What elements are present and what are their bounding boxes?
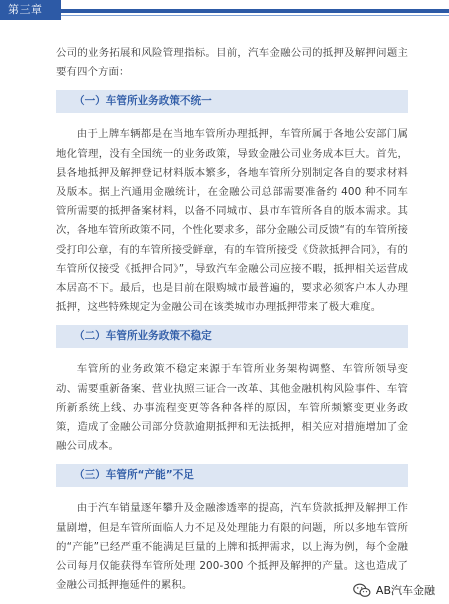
chapter-rule <box>61 9 449 13</box>
section-heading-3: （三）车管所“产能”不足 <box>56 464 408 487</box>
section-heading-2: （二）车管所业务政策不稳定 <box>56 325 408 348</box>
chapter-tab <box>0 0 61 20</box>
wechat-watermark <box>349 580 439 600</box>
chapter-rule-thin <box>61 15 449 16</box>
document-body <box>56 44 408 595</box>
section-heading-1: （一）车管所业务政策不统一 <box>56 90 408 113</box>
section-1-paragraph: 由于上牌车辆都是在当地车管所办理抵押，车管所属于各地公安部门属地化管理，没有全国统一的业务政策，导致金融公司业务成本巨大。首先，县各地抵押及解押登记材料版本繁多，各地车管所分别制定各自的要求材料及版本。据上汽通用金融统计，在金融公司总部需要准备约 400 种不同车管所需要的抵押备案材料，以备不同城市、县市车管所各自的版本需求。其次，各地车管所政策不同，个性化要求多，部分金融公司反馈“有的车管所接受打印公章，有的车管所接受鲜章，有的车管所接受《贷款抵押合同》，有的车管所仅接受《抵押合同》”，导致汽车金融公司应接不暇，抵押相关运营成本居高不下。最后，也是目前在限购城市最普遍的，要求必须客户本人办理抵押，这些特殊规定为金融公司在该类城市办理抵押带来了极大难度。 <box>56 128 408 314</box>
chapter-title: 第三章 <box>8 3 43 16</box>
section-3-paragraph: 由于汽车销量逐年攀升及金融渗透率的提高，汽车贷款抵押及解押工作量剧增，但是车管所面临人力不足及处理能力有限的问题，所以多地车管所的“产能”已经严重不能满足巨量的上牌和抵押需求，以上海为例，每个金融公司每月仅能获得车管所处理 200-300 个抵押及解押的产量。这也造成了金融公司抵押拖延件的累积。 <box>56 502 408 592</box>
intro-paragraph: 公司的业务拓展和风险管理指标。目前，汽车金融公司的抵押及解押问题主要有四个方面： <box>56 47 408 79</box>
wechat-icon <box>353 583 371 598</box>
watermark-text: AB汽车金融 <box>375 584 435 597</box>
section-2-paragraph: 车管所的业务政策不稳定来源于车管所业务架构调整、车管所领导变动、需要重新备案、营业执照三证合一改革、其他金融机构风险事件、车管所新系统上线、办事流程变更等各种各样的原因，车管所频繁变更业务政策，造成了金融公司部分贷款逾期抵押和无法抵押，相关应对措施增加了金融公司成本。 <box>56 363 408 453</box>
